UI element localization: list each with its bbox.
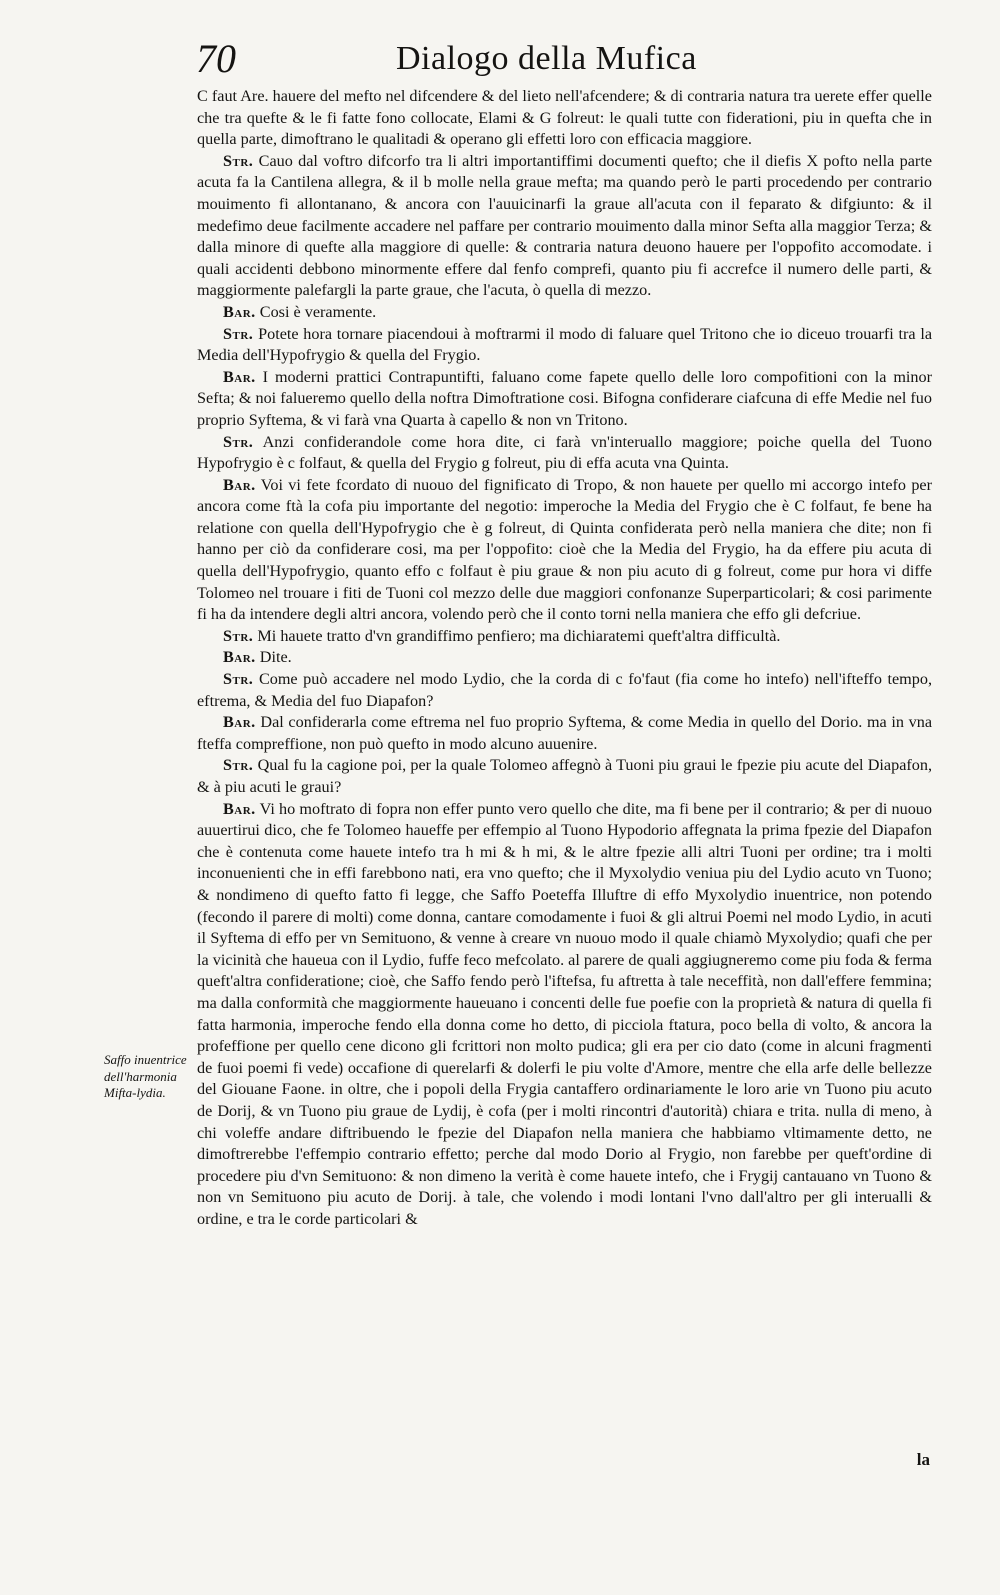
paragraph: [197, 151, 932, 302]
speaker-label: Bar.: [223, 302, 256, 321]
paragraph-text: Cauo dal voftro difcorfo tra li altri importantiffimi documenti quefto; che il diefis X pofto nella parte acuta fa la Cantilena allegra, & il b molle nella graue mefta; ma quando però le parti procedendo per contrario mouimento fi allontanano, & ancora con l'auuicinarfi la graue all'acuta con il feparato & difgiunto: & il medefimo deue facilmente accadere nel paffare per contrario mouimento dalla minor Sefta alla maggior Terza; & dalla minore di quefte alla maggiore di quelle: & contraria natura deuono hauere per l'oppofito accomodate. i quali accidenti debbono minormente effere dal fenfo comprefi, quanto piu fi accrefce il numero delle parti, & maggiormente palefargli la parte graue, che l'acuta, ò quella di mezzo.: [197, 151, 933, 300]
paragraph: [197, 647, 932, 669]
margin-note: Saffo inuentrice dell'harmonia Mifta-lydia.: [104, 1052, 187, 1100]
page-header: [196, 34, 716, 84]
speaker-label: Bar.: [223, 713, 256, 732]
paragraph-text: Qual fu la cagione poi, per la quale Tolomeo affegnò à Tuoni piu graui le fpezie piu acute del Diapafon, & à piu acuti le graui?: [197, 756, 932, 796]
paragraph-text: Dite.: [259, 648, 292, 667]
speaker-label: Str.: [223, 670, 254, 689]
paragraph-text: Anzi confiderandole come hora dite, ci farà vn'interuallo maggiore; poiche quella del Tuono Hypofrygio è c folfaut, & quella del Frygio g folreut, piu di effa acuta vna Quinta.: [197, 432, 932, 473]
paragraph-text: Dal confiderarla come eftrema nel fuo proprio Syftema, & come Media in quello del Dorio. ma in vna fteffa compreffione, non può quefto in modo alcuno auuenire.: [197, 713, 933, 753]
speaker-label: Str.: [223, 151, 254, 170]
page-number: 70: [196, 36, 236, 81]
catchword: la: [916, 1450, 930, 1469]
speaker-label: Str.: [223, 756, 254, 775]
paragraph: [197, 626, 932, 648]
speaker-label: Bar.: [223, 475, 256, 494]
speaker-label: Str.: [223, 432, 254, 451]
paragraph: [197, 799, 932, 1231]
running-title: Dialogo della Mufica: [396, 40, 697, 77]
paragraph: [197, 432, 932, 475]
speaker-label: Bar.: [223, 648, 256, 667]
body-text: [197, 86, 932, 1230]
paragraph: [197, 712, 932, 755]
speaker-label: Bar.: [223, 367, 256, 386]
paragraph: [197, 86, 932, 151]
speaker-label: Str.: [223, 324, 254, 343]
paragraph-text: Come può accadere nel modo Lydio, che la corda di c fo'faut (fia come ho intefo) nell'ifteffo tempo, eftrema, & Media del fuo Diapafon?: [197, 670, 933, 710]
paragraph-text: I moderni prattici Contrapuntifti, faluano come fapete quello delle loro compofitioni con la minor Sefta; & noi falueremo quello della noftra Dimoftratione cosi. Bifogna confiderare ciafcuna di effe Medie nel fuo proprio Syftema, & vi farà vna Quarta à capello & non vn Tritono.: [197, 367, 932, 429]
paragraph-text: Voi vi fete fcordato di nuouo del fignificato di Tropo, & non hauete per quello mi accorgo intefo per ancora come ftà la cofa piu importante del negotio: imperoche la Media del Frygio che è C folfaut, fe bene ha relatione con quella dell'Hypofrygio che è g folreut, di Quinta confiderata però nella maniera che dite; non fi hanno per ciò da confiderare cosi, ma per l'oppofito: cioè che la Media del Frygio, ha da effere piu acuta di quella dell'Hypofrygio, quanto effo c folfaut è piu graue & non piu acuto di g folreut, come pur hora vi diffe Tolomeo nel trouare i fiti de Tuoni col mezzo delle due maggiori confonanze Superparticolari; & cosi parimente fi ha da intendere degli altri ancora, volendo però che il conto torni nella maniera che effo gli defcriue.: [197, 475, 932, 624]
paragraph: [197, 755, 932, 798]
speaker-label: Bar.: [223, 799, 256, 818]
paragraph: [197, 324, 932, 367]
paragraph-text: C faut Are. hauere del mefto nel difcendere & del lieto nell'afcendere; & di contraria natura tra uerete effer quelle che tra quefte & le fi fatte fono collocate, Elami & G folreut: le quali tutte con fiderationi, piu in quefta che in quella parte, dimoftrano le qualitadi & operano gli effetti loro con efficacia maggiore.: [197, 87, 932, 149]
paragraph: [197, 302, 932, 324]
paragraph: [197, 367, 932, 432]
speaker-label: Str.: [223, 626, 254, 645]
paragraph: [197, 669, 932, 712]
paragraph-text: Cosi è veramente.: [259, 302, 377, 321]
paragraph: [197, 475, 932, 626]
paragraph-text: Mi hauete tratto d'vn grandiffimo penfiero; ma dichiaratemi queft'altra difficultà.: [257, 626, 781, 645]
paragraph-text: Potete hora tornare piacendoui à moftrarmi il modo di faluare quel Tritono che io diceuo trouarfi tra la Media dell'Hypofrygio & quella del Frygio.: [197, 324, 932, 365]
paragraph-text: Vi ho moftrato di fopra non effer punto vero quello che dite, ma fi bene per il contrario; & per di nuouo auuertirui dico, che fe Tolomeo haueffe per effempio al Tuono Hypodorio affegnata la prima fpezie del Diapafon che è contenuta come hauete intefo tra h mi & h mi, & le altre fpezie alli altri Tuoni per ordine; tra i molti inconuenienti che in effi farebbono nati, era vno quefto; che il Myxolydio veniua piu del Lydio acuto vn Tuono; & nondimeno di quefto fatto fi legge, che Saffo Poeteffa Illuftre di effo Myxolydio inuentrice, non potendo (fecondo il parere di molti) come donna, cantare comodamente i fuoi & gli altrui Poemi nel modo Lydio, in acuti il Syftema di effo per vn Semituono, & venne à creare vn nuouo modo il quale chiamò Myxolydio; quafi che per la vicinità che haueua con il Lydio, fuffe feco mefcolato. al parere de quali aggiugneremo come piu foda & ferma queft'altra confideratione; cioè, che Saffo fendo però l'iftefsa, fu aftretta à tale neceffità, non dall'effere femmina; ma dalla conformità che maggiormente haueuano i concenti delle fue poefie con la proprietà & natura di quella fi fatta harmonia, imperoche fendo ella donna come ho detto, di picciola ftatura, poco bella di volto, & ancora la profeffione per quello cene dicono gli fcrittori non molto pudica; gli era per cio dato (come in alcuni fragmenti de fuoi poemi fi vede) occafione di querelarfi & dolerfi le piu volte d'Amore, mentre che ella arfe delle bellezze del Giouane Faone. in oltre, che i popoli della Frygia cantaffero ordinariamente le loro arie vn Tuono piu acuto de Dorij, & vn Tuono piu graue de Lydij, è cofa (per i molti rincontri d'autorità) chiara e trita. nulla di meno, à chi voleffe andare diftribuendo le fpezie del Diapafon nella maniera che habbiamo vltimamente detto, ne dimoftrerebbe l'effempio contrario effetto; perche dal modo Dorio al Frygio, non farebbe per queft'ordine di procedere piu d'vn Semituono: & non dimeno la verità è come hauete intefo, che i Frygij cantauano vn Tuono & non vn Semituono piu acuto de Dorij. à tale, che volendo i modi lontani l'vno dall'altro per gli interualli & ordine, e tra le corde particolari &: [197, 799, 932, 1228]
